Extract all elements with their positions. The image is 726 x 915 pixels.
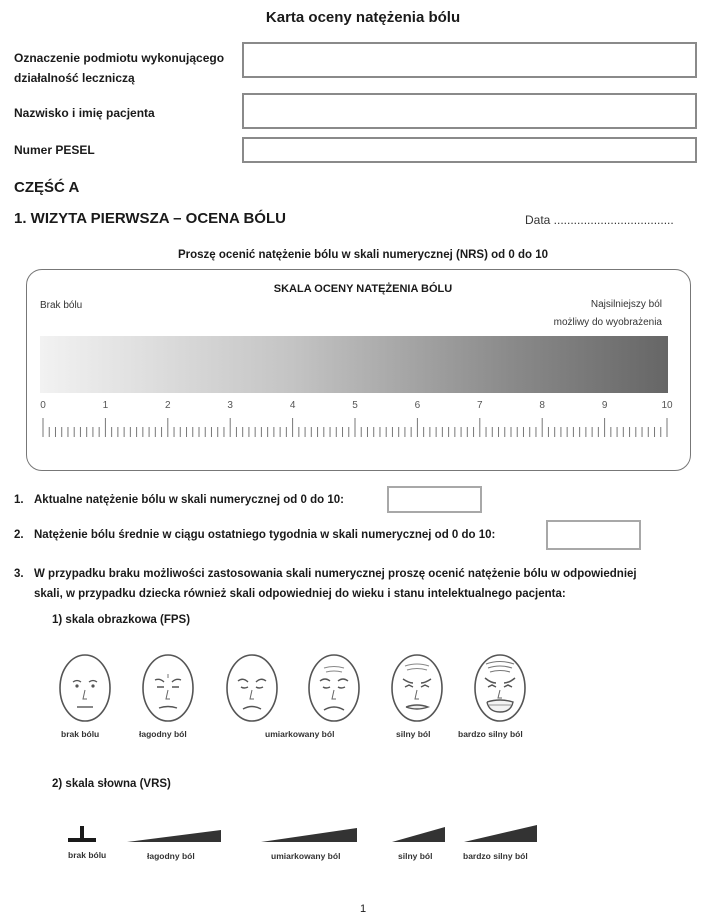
vrs-shapes — [60, 822, 540, 846]
question-3 — [14, 564, 637, 584]
date-field[interactable]: Data .................................... — [525, 213, 674, 227]
page-number: 1 — [359, 903, 367, 915]
question-3-line1: W przypadku braku możliwości zastosowania skali numerycznej proszę ocenić natężenie bólu w odpowiedniej — [34, 568, 637, 580]
page-title: Karta oceny natężenia bólu — [265, 9, 461, 26]
fps-caption-1: łagodny ból — [139, 729, 187, 739]
vrs-heading: 2) skala słowna (VRS) — [52, 778, 171, 790]
provider-label-line2: działalność leczniczą — [14, 71, 135, 85]
question-3-line2: skali, w przypadku dziecka również skali odpowiedniej do wieku i stanu intelektualnego pacjenta: — [34, 588, 566, 600]
face-5-worst-pain-icon — [470, 650, 530, 726]
question-3-number: 3. — [14, 568, 24, 580]
vrs-caption-3: silny ból — [398, 851, 433, 861]
vrs-caption-2: umiarkowany ból — [271, 851, 341, 861]
question-2-number: 2. — [14, 529, 24, 541]
vrs-mild-wedge-icon — [127, 830, 221, 842]
pesel-label: Numer PESEL — [14, 143, 95, 157]
vrs-severe-wedge-icon — [392, 827, 445, 842]
vrs-caption-0: brak bólu — [68, 850, 107, 860]
nrs-tick-label-5: 5 — [352, 400, 358, 411]
face-0-no-pain-icon — [55, 650, 115, 726]
nrs-left-label: Brak bólu — [40, 300, 83, 311]
nrs-tick-label-3: 3 — [227, 400, 233, 411]
face-2-moderate-pain-icon — [222, 650, 282, 726]
nrs-tick-label-9: 9 — [601, 400, 608, 411]
nrs-scale-title: SKALA OCENY NATĘŻENIA BÓLU — [273, 283, 453, 295]
vrs-no-pain-marker-icon — [68, 826, 96, 842]
nrs-tick-label-8: 8 — [539, 400, 545, 411]
question-2-text: Natężenie bólu średnie w ciągu ostatniego tygodnia w skali numerycznej od 0 do 10: — [34, 529, 496, 541]
part-heading: CZĘŚĆ A — [14, 179, 80, 196]
fps-caption-0: brak bólu — [61, 729, 100, 739]
fps-caption-3: silny ból — [396, 729, 431, 739]
vrs-caption-1: łagodny ból — [147, 851, 195, 861]
fps-heading: 1) skala obrazkowa (FPS) — [52, 614, 191, 626]
nrs-instruction: Proszę ocenić natężenie bólu w skali numerycznej (NRS) od 0 do 10 — [177, 249, 549, 261]
nrs-tick-label-2: 2 — [165, 400, 171, 411]
nrs-tick-label-4: 4 — [289, 400, 296, 411]
vrs-caption-4: bardzo silny ból — [463, 851, 528, 861]
nrs-tick-label-10: 10 — [661, 400, 673, 411]
fps-caption-2: umiarkowany ból — [265, 729, 335, 739]
nrs-tick-label-7: 7 — [477, 400, 483, 411]
visit-heading: 1. WIZYTA PIERWSZA – OCENA BÓLU — [14, 210, 286, 227]
nrs-tick-label-6: 6 — [414, 400, 421, 411]
nrs-right-label-line2: możliwy do wyobrażenia — [553, 317, 662, 328]
current-pain-input[interactable] — [387, 486, 482, 513]
question-2 — [14, 525, 495, 545]
face-3-moderate-severe-pain-icon — [304, 650, 364, 726]
provider-label-line1: Oznaczenie podmiotu wykonującego — [14, 51, 225, 65]
face-4-severe-pain-icon — [387, 650, 447, 726]
question-1 — [14, 490, 344, 510]
nrs-tick-label-1: 1 — [102, 400, 109, 411]
question-1-number: 1. — [14, 494, 24, 506]
question-1-text: Aktualne natężenie bólu w skali numerycznej od 0 do 10: — [34, 494, 344, 506]
weekly-pain-input[interactable] — [546, 520, 641, 550]
nrs-right-label-line1: Najsilniejszy ból — [590, 299, 662, 310]
fps-caption-4: bardzo silny ból — [458, 729, 523, 739]
patient-name-label: Nazwisko i imię pacjenta — [14, 106, 155, 120]
nrs-tick-label-0: 0 — [40, 400, 46, 411]
vrs-very-severe-wedge-icon — [464, 825, 537, 842]
vrs-moderate-wedge-icon — [261, 828, 357, 842]
face-1-mild-pain-icon — [138, 650, 198, 726]
